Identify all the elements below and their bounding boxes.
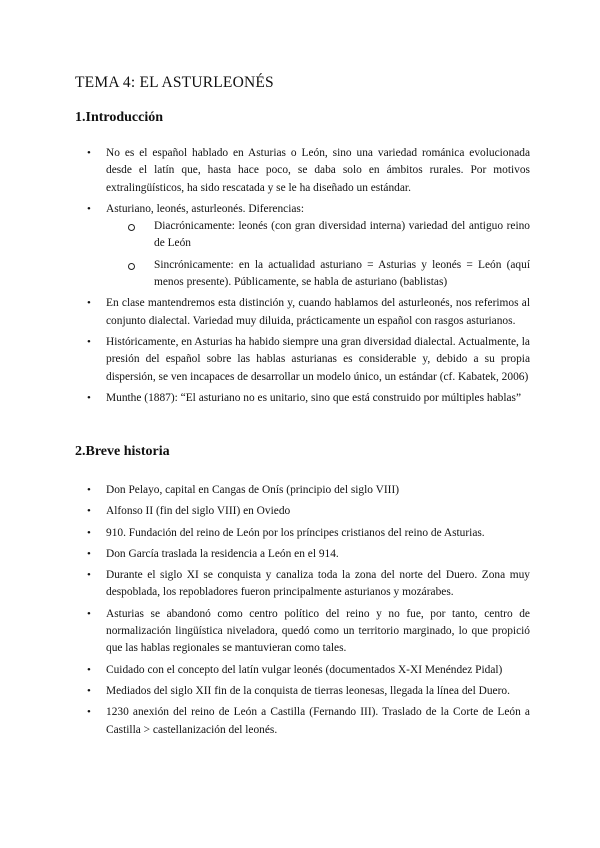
bullet-item: • Munthe (1887): “El asturiano no es unitario, sino que está construido por múltiples hablas” — [75, 390, 530, 407]
section-heading-breve-historia: 2.Breve historia — [75, 444, 170, 459]
bullet-item: • Mediados del siglo XII fin de la conquista de tierras leonesas, llegada la línea del Duero. — [75, 683, 530, 700]
bullet-item-text: Asturiano, leonés, asturleonés. Diferencias: — [106, 202, 305, 215]
bullet-item: • En clase mantendremos esta distinción y, cuando hablamos del asturleonés, nos referimos al conjunto dialectal. Variedad muy diluida, prácticamente un español con rasgos asturianos. — [75, 295, 530, 330]
bullet-item: • Alfonso II (fin del siglo VIII) en Oviedo — [75, 503, 530, 520]
sub-bullet-list — [106, 218, 530, 291]
bullet-item: • 1230 anexión del reino de León a Castilla (Fernando III). Traslado de la Corte de León a Castilla > castellanización del leonés. — [75, 704, 530, 739]
sub-bullet-item: Diacrónicamente: leonés (con gran diversidad interna) variedad del antiguo reino de León — [106, 218, 530, 253]
bullet-item — [75, 201, 530, 291]
breve-historia-bullet-list — [75, 482, 530, 743]
bullet-item: • Don García traslada la residencia a León en el 914. — [75, 546, 530, 563]
bullet-item: • Don Pelayo, capital en Cangas de Onís (principio del siglo VIII) — [75, 482, 530, 499]
bullet-item: • Durante el siglo XI se conquista y canaliza toda la zona del norte del Duero. Zona muy despoblada, los repobladores fueron principalmente asturianos y mozárabes. — [75, 567, 530, 602]
bullet-item: • Cuidado con el concepto del latín vulgar leonés (documentados X-XI Menéndez Pidal) — [75, 662, 530, 679]
bullet-item: • Asturias se abandonó como centro político del reino y no fue, por tanto, centro de normalización lingüística niveladora, quedó como un territorio marginado, lo que propició que las hablas regionales se mantuvieran como tales. — [75, 606, 530, 658]
sub-bullet-item: Sincrónicamente: en la actualidad asturiano = Asturias y leonés = León (aquí menos presente). Públicamente, se habla de asturiano (bablistas) — [106, 257, 530, 292]
bullet-item: • 910. Fundación del reino de León por los príncipes cristianos del reino de Asturias. — [75, 525, 530, 542]
bullet-item: • No es el español hablado en Asturias o León, sino una variedad románica evolucionada desde el latín que, hasta hace poco, se daba solo en ámbitos rurales. Por motivos extralingüísticos, ha sido rescatada y se le ha diseñado un estándar. — [75, 145, 530, 197]
document-title: TEMA 4: EL ASTURLEONÉS — [75, 74, 274, 91]
section-heading-introduccion: 1.Introducción — [75, 110, 164, 125]
bullet-item: • Históricamente, en Asturias ha habido siempre una gran diversidad dialectal. Actualmente, la presión del español sobre las hablas asturianas es considerable y, debido a su propia dispersión, se ven incapaces de desarrollar un modelo único, un estándar (cf. Kabatek, 2006) — [75, 334, 530, 386]
introduccion-bullet-list — [75, 145, 530, 411]
